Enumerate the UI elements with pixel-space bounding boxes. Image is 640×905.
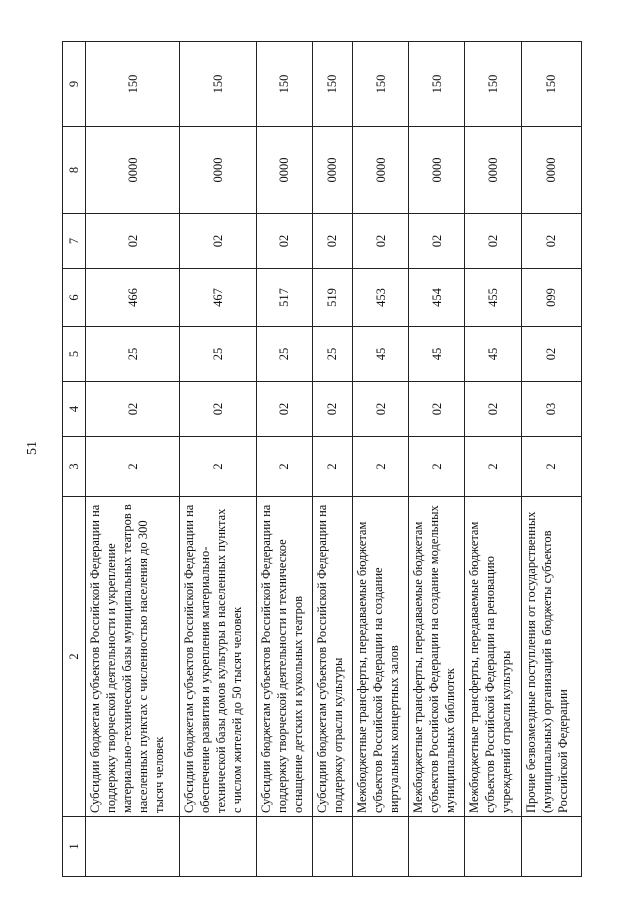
header-col-4: 4 <box>63 382 86 437</box>
cell-col-8: 0000 <box>521 127 581 214</box>
cell-name: Межбюджетные трансферты, передаваемые бюджетам субъектов Российской Федерации на создание виртуальных концертных залов <box>353 497 409 817</box>
cell-col-7: 02 <box>86 214 180 269</box>
cell-col-6: 455 <box>465 269 521 327</box>
header-col-3: 3 <box>63 437 86 497</box>
cell-col-4: 03 <box>521 382 581 437</box>
budget-codes-table <box>62 41 582 877</box>
cell-col-1 <box>409 817 465 877</box>
table-row <box>521 42 581 877</box>
cell-col-8: 0000 <box>180 127 256 214</box>
header-row <box>63 42 86 877</box>
cell-col-1 <box>521 817 581 877</box>
cell-col-3: 2 <box>409 437 465 497</box>
header-col-2: 2 <box>63 497 86 817</box>
cell-col-5: 45 <box>353 327 409 382</box>
table-row <box>409 42 465 877</box>
cell-col-7: 02 <box>521 214 581 269</box>
cell-col-3: 2 <box>256 437 312 497</box>
cell-col-9: 150 <box>256 42 312 127</box>
cell-name: Субсидии бюджетам субъектов Российской Федерации на обеспечение развития и укрепления материально-технической базы домов культуры в населенных пунктах с числом жителей до 50 тысяч человек <box>180 497 256 817</box>
cell-col-3: 2 <box>312 437 352 497</box>
cell-name: Межбюджетные трансферты, передаваемые бюджетам субъектов Российской Федерации на создание модельных муниципальных библиотек <box>409 497 465 817</box>
header-col-9: 9 <box>63 42 86 127</box>
cell-col-6: 099 <box>521 269 581 327</box>
cell-col-8: 0000 <box>256 127 312 214</box>
header-col-5: 5 <box>63 327 86 382</box>
table-row <box>312 42 352 877</box>
cell-col-3: 2 <box>465 437 521 497</box>
table-row <box>353 42 409 877</box>
cell-col-7: 02 <box>409 214 465 269</box>
table-row <box>180 42 256 877</box>
cell-col-8: 0000 <box>312 127 352 214</box>
cell-name: Субсидии бюджетам субъектов Российской Федерации на поддержку творческой деятельности и техническое оснащение детских и кукольных театров <box>256 497 312 817</box>
cell-col-4: 02 <box>409 382 465 437</box>
table-row <box>465 42 521 877</box>
cell-col-7: 02 <box>353 214 409 269</box>
header-col-6: 6 <box>63 269 86 327</box>
cell-col-3: 2 <box>180 437 256 497</box>
cell-col-4: 02 <box>465 382 521 437</box>
cell-col-7: 02 <box>312 214 352 269</box>
cell-name: Субсидии бюджетам субъектов Российской Федерации на поддержку отрасли культуры <box>312 497 352 817</box>
cell-col-5: 25 <box>86 327 180 382</box>
cell-name: Прочие безвозмездные поступления от государственных (муниципальных) организаций в бюджеты субъектов Российской Федерации <box>521 497 581 817</box>
cell-col-9: 150 <box>409 42 465 127</box>
header-col-7: 7 <box>63 214 86 269</box>
cell-col-9: 150 <box>465 42 521 127</box>
cell-col-9: 150 <box>521 42 581 127</box>
header-col-1: 1 <box>63 817 86 877</box>
page-number: 51 <box>25 441 40 455</box>
cell-col-9: 150 <box>86 42 180 127</box>
cell-col-5: 45 <box>409 327 465 382</box>
cell-col-1 <box>312 817 352 877</box>
cell-col-1 <box>465 817 521 877</box>
cell-col-6: 519 <box>312 269 352 327</box>
cell-col-1 <box>256 817 312 877</box>
cell-col-6: 454 <box>409 269 465 327</box>
cell-col-4: 02 <box>180 382 256 437</box>
cell-col-4: 02 <box>86 382 180 437</box>
cell-col-8: 0000 <box>86 127 180 214</box>
cell-col-1 <box>353 817 409 877</box>
cell-col-6: 453 <box>353 269 409 327</box>
cell-col-9: 150 <box>353 42 409 127</box>
cell-col-5: 25 <box>256 327 312 382</box>
table-row <box>86 42 180 877</box>
cell-col-3: 2 <box>521 437 581 497</box>
cell-col-7: 02 <box>256 214 312 269</box>
cell-col-4: 02 <box>256 382 312 437</box>
cell-col-1 <box>86 817 180 877</box>
cell-col-7: 02 <box>180 214 256 269</box>
cell-col-9: 150 <box>312 42 352 127</box>
rotated-table-wrapper <box>62 42 582 877</box>
cell-col-8: 0000 <box>409 127 465 214</box>
cell-col-4: 02 <box>353 382 409 437</box>
cell-col-3: 2 <box>86 437 180 497</box>
cell-col-6: 466 <box>86 269 180 327</box>
cell-col-6: 467 <box>180 269 256 327</box>
cell-col-9: 150 <box>180 42 256 127</box>
cell-col-4: 02 <box>312 382 352 437</box>
cell-col-6: 517 <box>256 269 312 327</box>
cell-col-5: 45 <box>465 327 521 382</box>
cell-col-3: 2 <box>353 437 409 497</box>
cell-col-5: 25 <box>180 327 256 382</box>
cell-col-7: 02 <box>465 214 521 269</box>
cell-col-8: 0000 <box>465 127 521 214</box>
cell-col-1 <box>180 817 256 877</box>
cell-col-8: 0000 <box>353 127 409 214</box>
cell-name: Субсидии бюджетам субъектов Российской Федерации на поддержку творческой деятельности и укрепление материально-технической базы муниципальных театров в населенных пунктах с численностью населения до 300 тысяч человек <box>86 497 180 817</box>
cell-col-5: 25 <box>312 327 352 382</box>
header-col-8: 8 <box>63 127 86 214</box>
cell-name: Межбюджетные трансферты, передаваемые бюджетам субъектов Российской Федерации на реновацию учреждений отрасли культуры <box>465 497 521 817</box>
cell-col-5: 02 <box>521 327 581 382</box>
table-row <box>256 42 312 877</box>
